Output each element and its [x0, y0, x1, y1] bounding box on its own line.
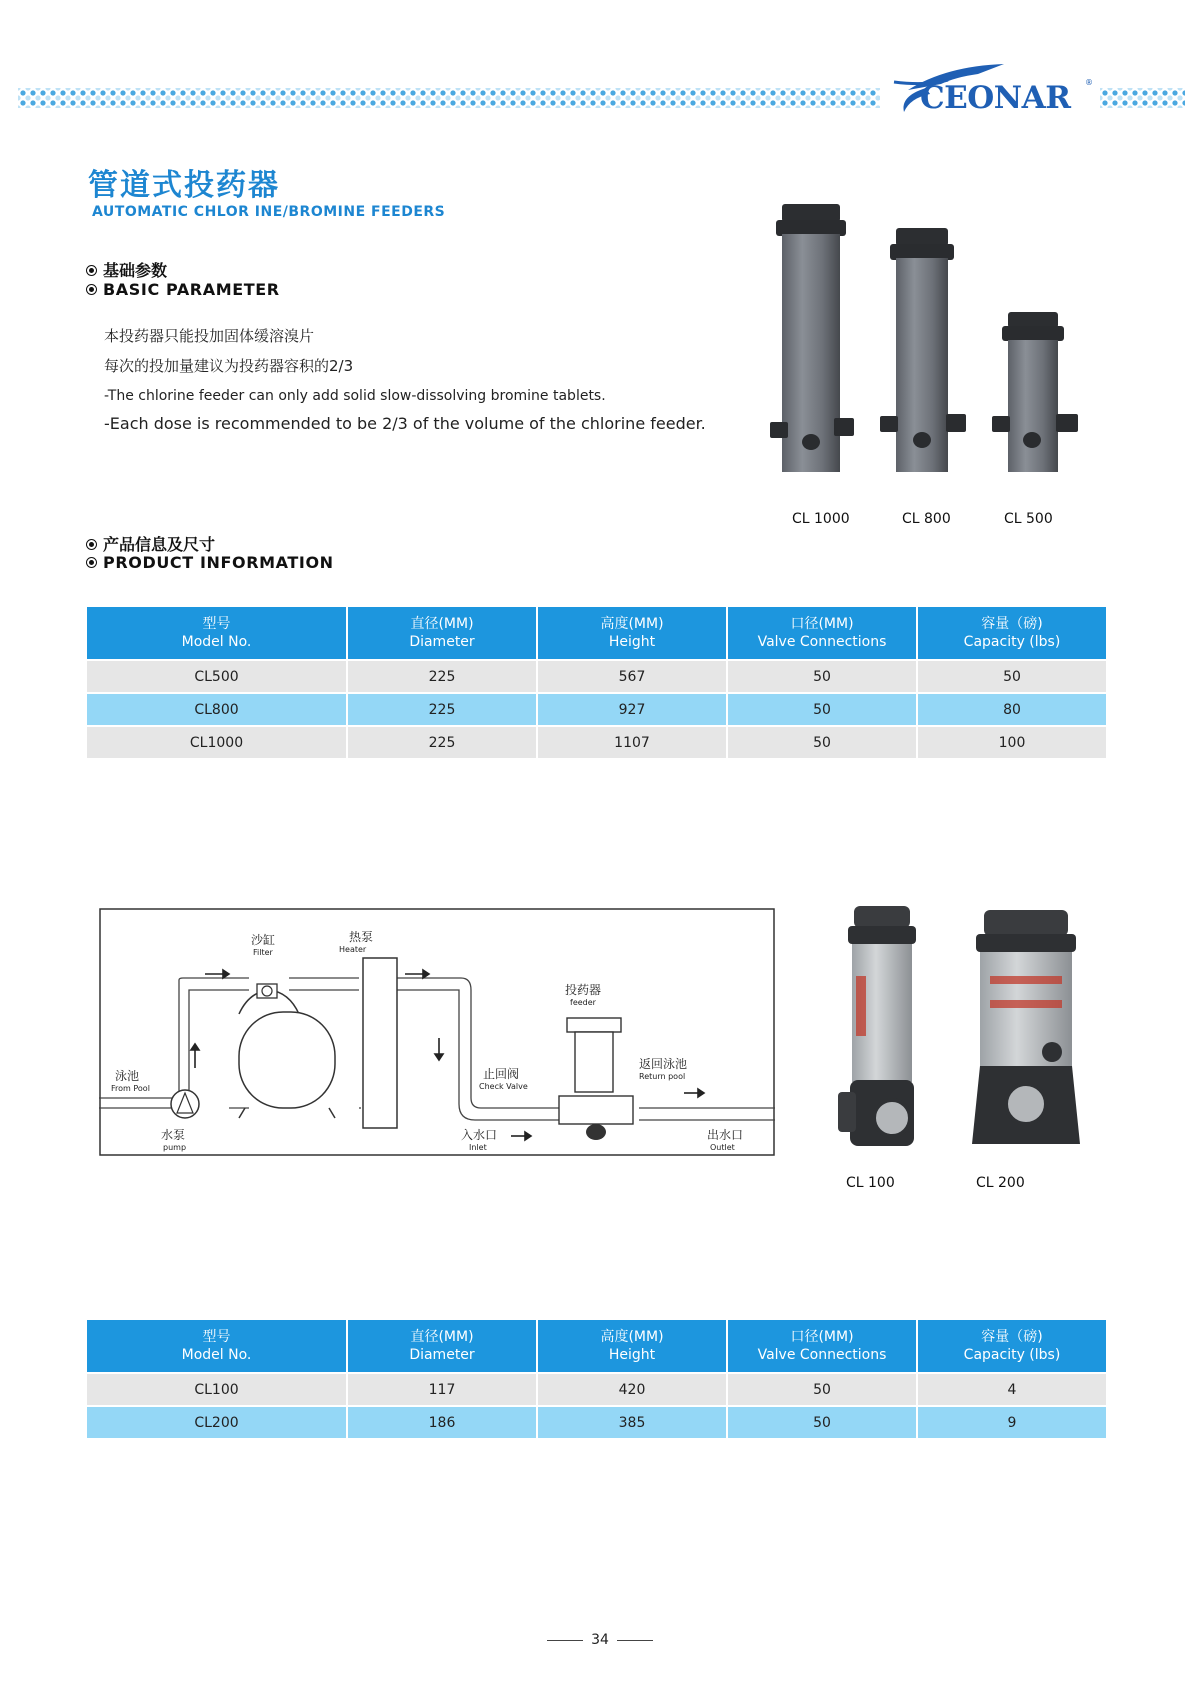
caption-cl500: CL 500: [1004, 511, 1053, 527]
table-cell: 50: [727, 1373, 917, 1406]
table-header-row: [87, 607, 1106, 660]
table-cell: 50: [727, 660, 917, 693]
header-capacity: 容量（磅) Capacity (lbs): [917, 1320, 1106, 1373]
table-cell: 9: [917, 1406, 1106, 1438]
cl100-cl200-photo: [830, 896, 1100, 1156]
bullet-icon: [86, 284, 97, 295]
label-pool-cn: 泳池: [115, 1069, 140, 1083]
header-dot-band-left: [18, 88, 880, 108]
label-pool-en: From Pool: [111, 1084, 150, 1093]
label-outlet-cn: 出水口: [707, 1128, 744, 1142]
registered-mark: ®: [1085, 78, 1093, 87]
installation-diagram: [99, 908, 775, 1156]
caption-cl800: CL 800: [902, 511, 951, 527]
cl500-image: [992, 312, 1078, 472]
table-cell: 927: [537, 693, 727, 726]
basic-heading-cn: [86, 258, 167, 281]
label-filter-cn: 沙缸: [251, 933, 276, 947]
label-heater-en: Heater: [339, 945, 367, 954]
header-valve: 口径(MM) Valve Connections: [727, 607, 917, 660]
table-row: [87, 1373, 1106, 1406]
bullet-icon: [86, 557, 97, 568]
table-cell: 4: [917, 1373, 1106, 1406]
product-info-heading-en: [86, 553, 334, 572]
bullet-icon: [86, 539, 97, 550]
label-heater-cn: 热泵: [349, 930, 374, 944]
label-pump-cn: 水泵: [161, 1128, 186, 1142]
header-capacity: 容量（磅) Capacity (lbs): [917, 607, 1106, 660]
bullet-icon: [86, 265, 97, 276]
table-cell: 186: [347, 1406, 537, 1438]
header-height: 高度(MM) Height: [537, 1320, 727, 1373]
label-return-cn: 返回泳池: [639, 1057, 688, 1071]
cl-feeders-photo: [770, 192, 1100, 492]
table-row: [87, 726, 1106, 758]
basic-line-cn-2: 每次的投加量建议为投药器容积的2/3: [104, 357, 354, 375]
basic-line-cn-1: 本投药器只能投加固体缓溶溴片: [104, 327, 315, 345]
table-cell: 567: [537, 660, 727, 693]
header-diameter: 直径(MM) Diameter: [347, 607, 537, 660]
label-pump-en: pump: [163, 1143, 187, 1152]
header-diameter: 直径(MM) Diameter: [347, 1320, 537, 1373]
basic-line-en-2: -Each dose is recommended to be 2/3 of the volume of the chlorine feeder.: [104, 414, 706, 433]
table-cell: 1107: [537, 726, 727, 758]
product-info-heading-cn: [86, 532, 215, 555]
product-info-heading-cn-text: 产品信息及尺寸: [103, 535, 216, 554]
table-cell: 80: [917, 693, 1106, 726]
page-footer: [0, 1632, 1200, 1648]
table-cell: CL500: [87, 660, 347, 693]
table-cell: 50: [727, 1406, 917, 1438]
label-feeder-en: feeder: [570, 998, 596, 1007]
cl100-image: [838, 906, 916, 1146]
header-model: 型号 Model No.: [87, 607, 347, 660]
header-model: 型号 Model No.: [87, 1320, 347, 1373]
table-cell: 100: [917, 726, 1106, 758]
table-header-row: [87, 1320, 1106, 1373]
label-return-en: Return pool: [639, 1072, 686, 1081]
table-row: [87, 660, 1106, 693]
spec-table-cl-large: [87, 607, 1106, 758]
footer-rule-right: [617, 1640, 653, 1641]
ceonar-logo: [886, 60, 1096, 120]
table-cell: 50: [917, 660, 1106, 693]
product-info-heading-en-text: PRODUCT INFORMATION: [103, 553, 334, 572]
footer-rule-left: [547, 1640, 583, 1641]
table-row: [87, 693, 1106, 726]
heater-unit: [363, 958, 397, 1128]
spec-table-cl-small: [87, 1320, 1106, 1438]
pump-symbol: [171, 1090, 199, 1118]
cl1000-image: [770, 204, 854, 472]
page-title-cn: 管道式投药器: [88, 168, 280, 203]
table-row: [87, 1406, 1106, 1438]
label-outlet-en: Outlet: [710, 1143, 735, 1152]
table-cell: CL100: [87, 1373, 347, 1406]
label-feeder-cn: 投药器: [565, 983, 602, 997]
header-valve: 口径(MM) Valve Connections: [727, 1320, 917, 1373]
table-cell: 385: [537, 1406, 727, 1438]
table-cell: 225: [347, 726, 537, 758]
cl200-image: [972, 910, 1080, 1144]
basic-heading-en-text: BASIC PARAMETER: [103, 280, 280, 299]
table-cell: 225: [347, 660, 537, 693]
table-cell: 117: [347, 1373, 537, 1406]
table-cell: 420: [537, 1373, 727, 1406]
label-check-cn: 止回阀: [483, 1067, 520, 1081]
basic-heading-en: [86, 280, 280, 299]
page-number: 34: [591, 1632, 609, 1648]
label-filter-en: Filter: [253, 948, 273, 957]
page-title-en: AUTOMATIC CHLOR INE/BROMINE FEEDERS: [92, 204, 446, 220]
table-cell: CL800: [87, 693, 347, 726]
label-check-en: Check Valve: [479, 1082, 528, 1091]
table-cell: 50: [727, 693, 917, 726]
table-cell: CL200: [87, 1406, 347, 1438]
brand-name: CEONAR: [920, 80, 1071, 116]
table-cell: 50: [727, 726, 917, 758]
header-height: 高度(MM) Height: [537, 607, 727, 660]
caption-cl200: CL 200: [976, 1175, 1025, 1191]
table-cell: 225: [347, 693, 537, 726]
caption-cl100: CL 100: [846, 1175, 895, 1191]
label-inlet-cn: 入水口: [461, 1128, 498, 1142]
cl800-image: [880, 228, 966, 472]
header-dot-band-right: [1100, 88, 1185, 108]
basic-heading-cn-text: 基础参数: [103, 261, 168, 280]
basic-line-en-1: -The chlorine feeder can only add solid slow-dissolving bromine tablets.: [104, 388, 606, 404]
label-inlet-en: Inlet: [469, 1143, 487, 1152]
caption-cl1000: CL 1000: [792, 511, 850, 527]
table-cell: CL1000: [87, 726, 347, 758]
